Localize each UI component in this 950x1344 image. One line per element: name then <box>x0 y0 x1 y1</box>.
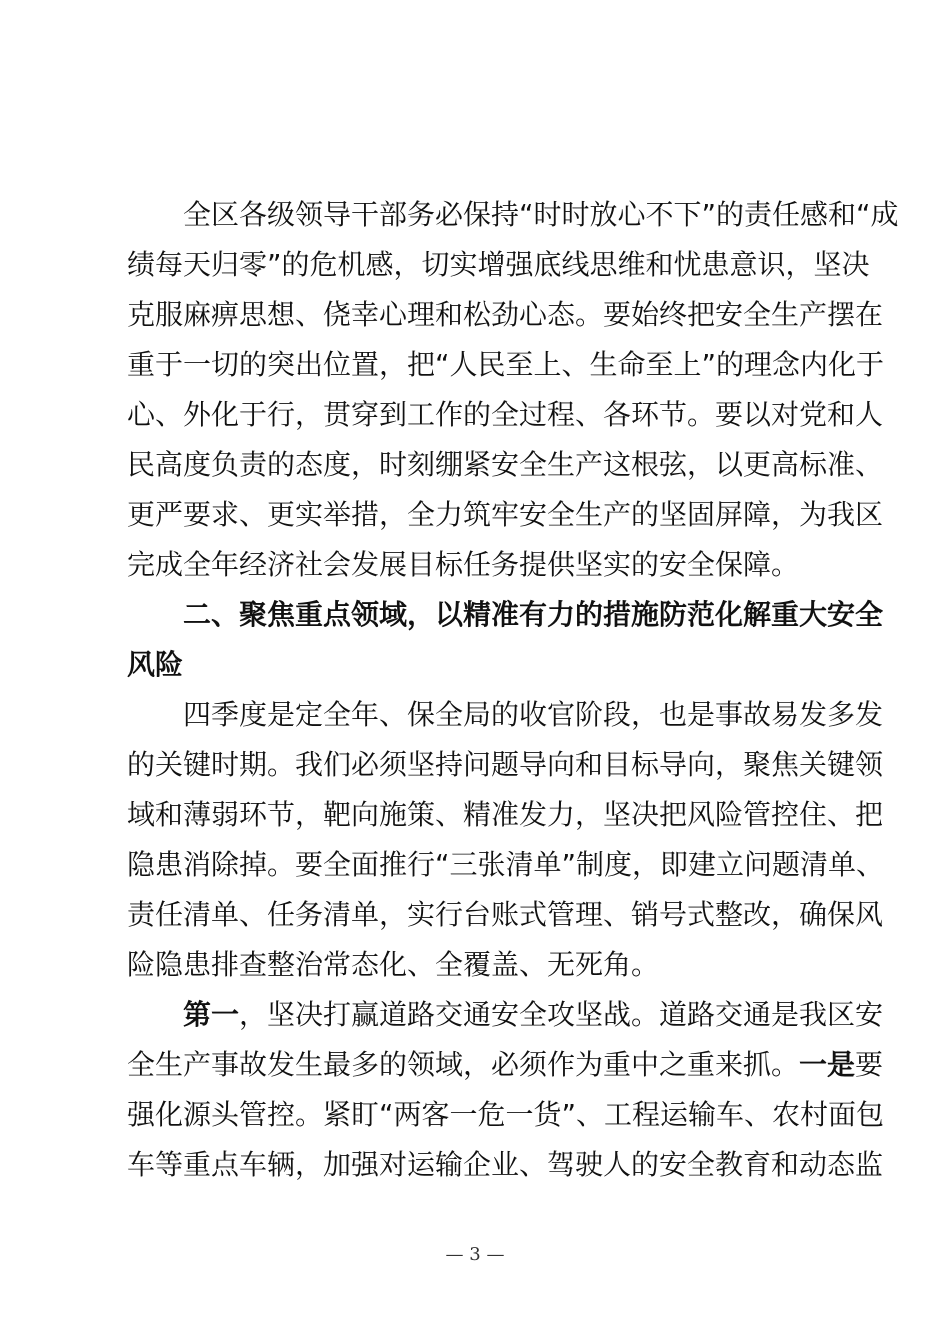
text-line: 责任清单、任务清单，实行台账式管理、销号式整改，确保风 <box>127 898 884 931</box>
text-line <box>127 990 884 1040</box>
text-line: 心、外化于行，贯穿到工作的全过程、各环节。要以对党和人 <box>127 398 884 431</box>
text-line: 全区各级领导干部务必保持“时时放心不下”的责任感和“成 <box>183 198 899 231</box>
text-line: 民高度负责的态度，时刻绷紧安全生产这根弦，以更高标准、 <box>127 448 884 481</box>
text-line: 隐患消除掉。要全面推行“三张清单”制度，即建立问题清单、 <box>127 848 885 881</box>
text-span: 要 <box>855 1048 884 1081</box>
text-span: 全生产事故发生最多的领域，必须作为重中之重来抓。 <box>127 1048 800 1081</box>
document-body <box>127 190 899 1190</box>
paragraph-road-traffic <box>127 990 885 1190</box>
text-line <box>127 1040 884 1090</box>
text-line: 车等重点车辆，加强对运输企业、驾驶人的安全教育和动态监 <box>127 1148 884 1181</box>
bold-lead: 一是 <box>799 1048 856 1081</box>
text-line: 克服麻痹思想、侥幸心理和松劲心态。要始终把安全生产摆在 <box>127 298 884 331</box>
text-line: 重于一切的突出位置，把“人民至上、生命至上”的理念内化于 <box>127 348 885 381</box>
text-line: 的关键时期。我们必须坚持问题导向和目标导向，聚焦关键领 <box>127 748 884 781</box>
text-line: 绩每天归零”的危机感，切实增强底线思维和忧患意识，坚决 <box>127 248 870 281</box>
section-heading <box>127 590 884 690</box>
text-line: 险隐患排查整治常态化、全覆盖、无死角。 <box>127 948 660 981</box>
paragraph-responsibility <box>127 190 899 590</box>
page-number: — 3 — <box>445 1244 505 1265</box>
text-span: ，坚决打赢道路交通安全攻坚战。道路交通是我区安 <box>239 998 884 1031</box>
text-line: 强化源头管控。紧盯“两客一危一货”、工程运输车、农村面包 <box>127 1098 885 1131</box>
text-line: 域和薄弱环节，靶向施策、精准发力，坚决把风险管控住、把 <box>127 798 884 831</box>
heading-line: 风险 <box>127 648 184 681</box>
text-line: 四季度是定全年、保全局的收官阶段，也是事故易发多发 <box>183 698 884 731</box>
heading-line: 二、聚焦重点领域，以精准有力的措施防范化解重大安全 <box>183 598 884 631</box>
text-line: 更严要求、更实举措，全力筑牢安全生产的坚固屏障，为我区 <box>127 498 884 531</box>
paragraph-fourth-quarter <box>127 690 885 990</box>
text-line: 完成全年经济社会发展目标任务提供坚实的安全保障。 <box>127 548 800 581</box>
bold-lead: 第一 <box>183 998 240 1031</box>
